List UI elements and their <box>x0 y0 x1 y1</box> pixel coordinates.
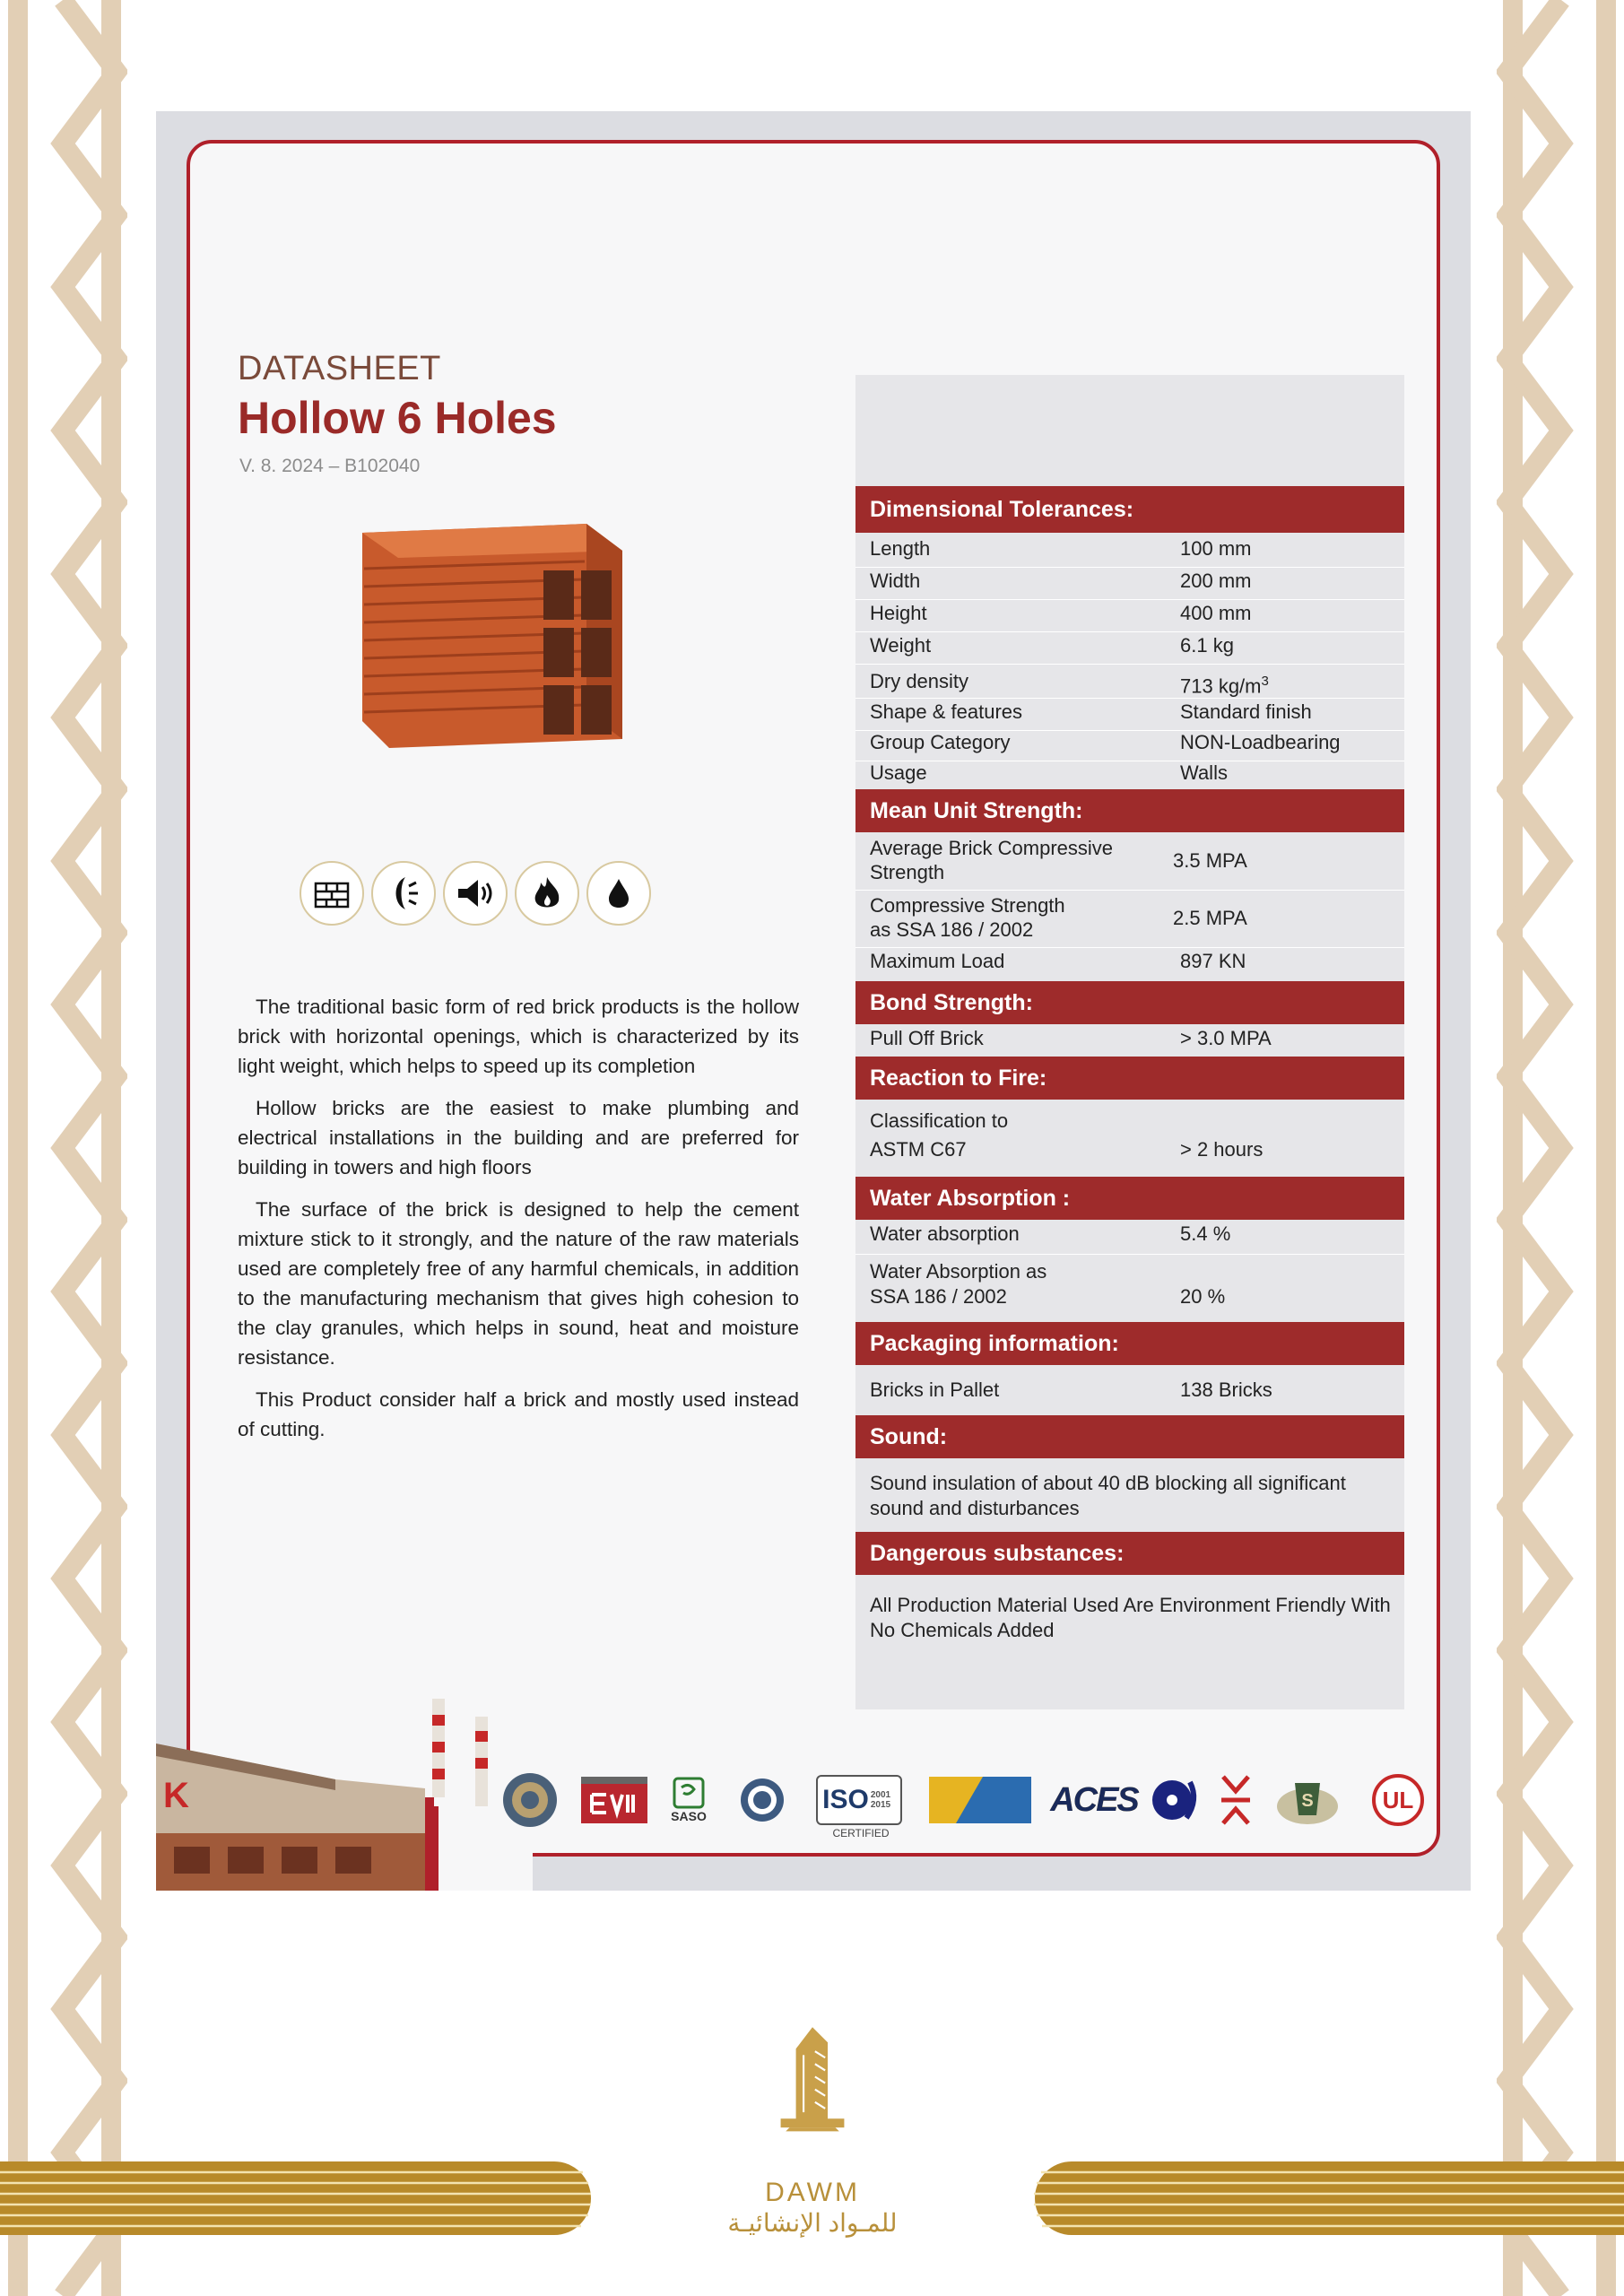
section-header-fire: Reaction to Fire: <box>855 1057 1404 1100</box>
accreditation-banner-icon <box>929 1777 1031 1823</box>
section-header-packaging: Packaging information: <box>855 1322 1404 1365</box>
section-header-strength: Mean Unit Strength: <box>855 789 1404 832</box>
description-paragraph: This Product consider half a brick and mostly used instead of cutting. <box>238 1388 799 1440</box>
red-emblem-icon <box>1216 1769 1255 1831</box>
description-paragraph: The traditional basic form of red brick products is the hollow brick with horizontal openings, which is characterized by its light weight, which helps to speed up its completion <box>238 996 799 1077</box>
feature-icons-row <box>300 861 676 933</box>
spec-row: Shape & features Standard finish <box>855 700 1404 731</box>
svg-text:S: S <box>1301 1791 1314 1811</box>
astm-logo-icon <box>737 1769 787 1831</box>
fire-icon <box>515 861 579 926</box>
company-k-logo: K <box>163 1776 189 1815</box>
right-gold-stripe-bar <box>1034 2161 1624 2235</box>
right-decorative-border <box>1497 0 1624 2296</box>
datasheet-label: DATASHEET <box>238 350 441 387</box>
brick-wall-icon <box>300 861 364 926</box>
brand-latin-name: DAWM <box>765 2178 860 2207</box>
iso-logo: ISO 2001 2015 CERTIFIED <box>816 1775 902 1825</box>
spec-row: Water absorption 5.4 % <box>855 1222 1404 1255</box>
spec-row: Height 400 mm <box>855 601 1404 632</box>
spec-row: Maximum Load 897 KN <box>870 950 1246 972</box>
section-header-dangerous: Dangerous substances: <box>855 1532 1404 1575</box>
specifications-table <box>855 375 1404 1709</box>
dangerous-text: All Production Material Used Are Environment Friendly With No Chemicals Added <box>870 1594 1391 1641</box>
section-header-bond: Bond Strength: <box>855 981 1404 1024</box>
product-title: Hollow 6 Holes <box>238 393 557 443</box>
datasheet-panel <box>156 111 1471 1891</box>
globe-logo-icon <box>1148 1769 1203 1831</box>
spec-row: Pull Off Brick > 3.0 MPA <box>870 1027 1272 1049</box>
saso-logo: SASO <box>669 1769 708 1831</box>
spec-row: Bricks in Pallet 138 Bricks <box>870 1378 1272 1401</box>
evei-logo-icon <box>581 1769 647 1831</box>
spec-row: Water Absorption as SSA 186 / 2002 20 % <box>870 1260 1226 1308</box>
spec-row: Usage Walls <box>870 761 1228 784</box>
spec-row: Dry density 713 $kg/m^3$ <box>855 665 1404 699</box>
factory-image <box>156 1690 533 1891</box>
spec-row: Width 200 mm <box>855 569 1404 600</box>
civil-defense-logo-icon <box>1275 1769 1340 1831</box>
spec-row: Classification to ASTM C67 > 2 hours <box>870 1109 1264 1161</box>
spec-row: Weight 6.1 kg <box>855 633 1404 665</box>
spec-row: Group Category NON-Loadbearing <box>855 730 1404 761</box>
description-paragraph: Hollow bricks are the easiest to make plumbing and electrical installations in the building and are preferred for building in towers and high floors <box>238 1097 799 1178</box>
product-description <box>238 992 799 1457</box>
brick-product-image <box>353 497 649 766</box>
ul-logo: UL <box>1368 1769 1428 1831</box>
left-gold-stripe-bar <box>0 2161 592 2235</box>
spec-row: Average Brick Compressive Strength 3.5 MPA <box>855 834 1404 891</box>
sound-text: Sound insulation of about 40 dB blocking all significant sound and disturbances <box>870 1472 1346 1519</box>
left-decorative-border <box>0 0 127 2296</box>
section-header-water: Water Absorption : <box>855 1177 1404 1220</box>
section-header-sound: Sound: <box>855 1415 1404 1458</box>
dawm-building-logo-icon <box>714 2023 911 2176</box>
description-paragraph: The surface of the brick is designed to help the cement mixture stick to it strongly, and the nature of the raw materials used are completely free of any harmful chemicals, in addition to the manufacturing mechanism that gives high cohesion to the clay granules, which helps in sound, heat and moisture resistance. <box>238 1198 799 1369</box>
version-text: V. 8. 2024 – B102040 <box>239 456 421 476</box>
water-drop-icon <box>586 861 651 926</box>
thermal-icon <box>371 861 436 926</box>
spec-row: Length 100 mm <box>855 536 1404 568</box>
sound-icon <box>443 861 508 926</box>
spec-row: Compressive Strength as SSA 186 / 2002 2.5 MPA <box>855 891 1404 948</box>
brand-arabic-name: للمـواد الإنشائيـة <box>727 2209 898 2237</box>
section-header-dimensional: Dimensional Tolerances: <box>855 486 1404 533</box>
aces-logo: ACES <box>1050 1780 1138 1819</box>
certification-seal-icon <box>500 1769 560 1831</box>
